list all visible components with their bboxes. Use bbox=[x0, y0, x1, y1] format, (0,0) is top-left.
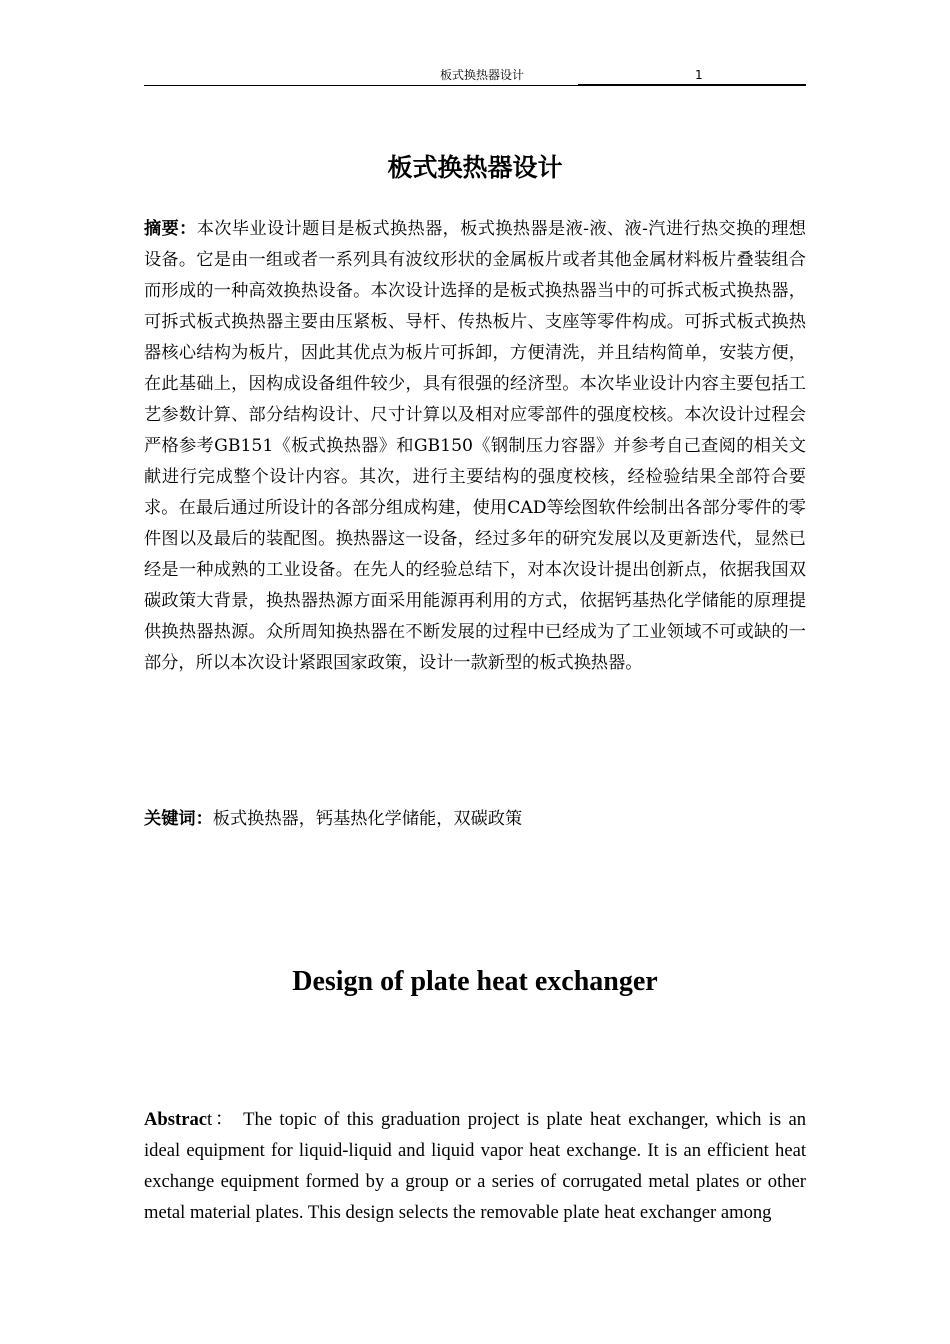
english-abstract bbox=[144, 1104, 806, 1228]
english-abstract-text: The topic of this graduation project is plate heat exchanger, which is an ideal equipment for liquid-liquid and liquid vapor heat exchange. It is an efficient heat exchange equipment formed by a group or a series of corrugated metal plates or other metal material plates. This design selects the removable plate heat exchanger among bbox=[144, 1109, 806, 1223]
english-abstract-label: Abstrac bbox=[144, 1109, 207, 1130]
chinese-keywords bbox=[144, 804, 806, 835]
chinese-title: 板式换热器设计 bbox=[387, 153, 563, 182]
keywords-label: 关键词： bbox=[144, 809, 213, 829]
header-rule-thin bbox=[144, 85, 578, 86]
english-abstract-label-suffix: t： bbox=[207, 1109, 237, 1130]
page-header bbox=[144, 62, 806, 88]
chinese-abstract-text: 本次毕业设计题目是板式换热器，板式换热器是液-液、液-汽进行热交换的理想设备。它是由一组或者一系列具有波纹形状的金属板片或者其他金属材料板片叠装组合而形成的一种高效换热设备。本次设计选择的是板式换热器当中的可拆式板式换热器，可拆式板式换热器主要由压紧板、导杆、传热板片、支座等零件构成。可拆式板式换热器核心结构为板片，因此其优点为板片可拆卸，方便清洗，并且结构简单，安装方便，在此基础上，因构成设备组件较少，具有很强的经济型。本次毕业设计内容主要包括工艺参数计算、部分结构设计、尺寸计算以及相对应零部件的强度校核。本次设计过程会严格参考GB151《板式换热器》和GB150《钢制压力容器》并参考自己查阅的相关文献进行完成整个设计内容。其次，进行主要结构的强度校核，经检验结果全部符合要求。在最后通过所设计的各部分组成构建，使用CAD等绘图软件绘制出各部分零件的零件图以及最后的装配图。换热器这一设备，经过多年的研究发展以及更新迭代，显然已经是一种成熟的工业设备。在先人的经验总结下，对本次设计提出创新点，依据我国双碳政策大背景，换热器热源方面采用能源再利用的方式，依据钙基热化学储能的原理提供换热器热源。众所周知换热器在不断发展的过程中已经成为了工业领域不可或缺的一部分，所以本次设计紧跟国家政策，设计一款新型的板式换热器。 bbox=[144, 219, 806, 673]
keywords-text: 板式换热器，钙基热化学储能，双碳政策 bbox=[212, 809, 523, 829]
page-number: 1 bbox=[695, 68, 703, 82]
header-rule-thick bbox=[578, 84, 806, 86]
english-title: Design of plate heat exchanger bbox=[292, 966, 658, 997]
header-title: 板式换热器设计 bbox=[440, 68, 525, 82]
chinese-abstract bbox=[144, 214, 806, 679]
chinese-abstract-label: 摘要： bbox=[144, 219, 197, 239]
